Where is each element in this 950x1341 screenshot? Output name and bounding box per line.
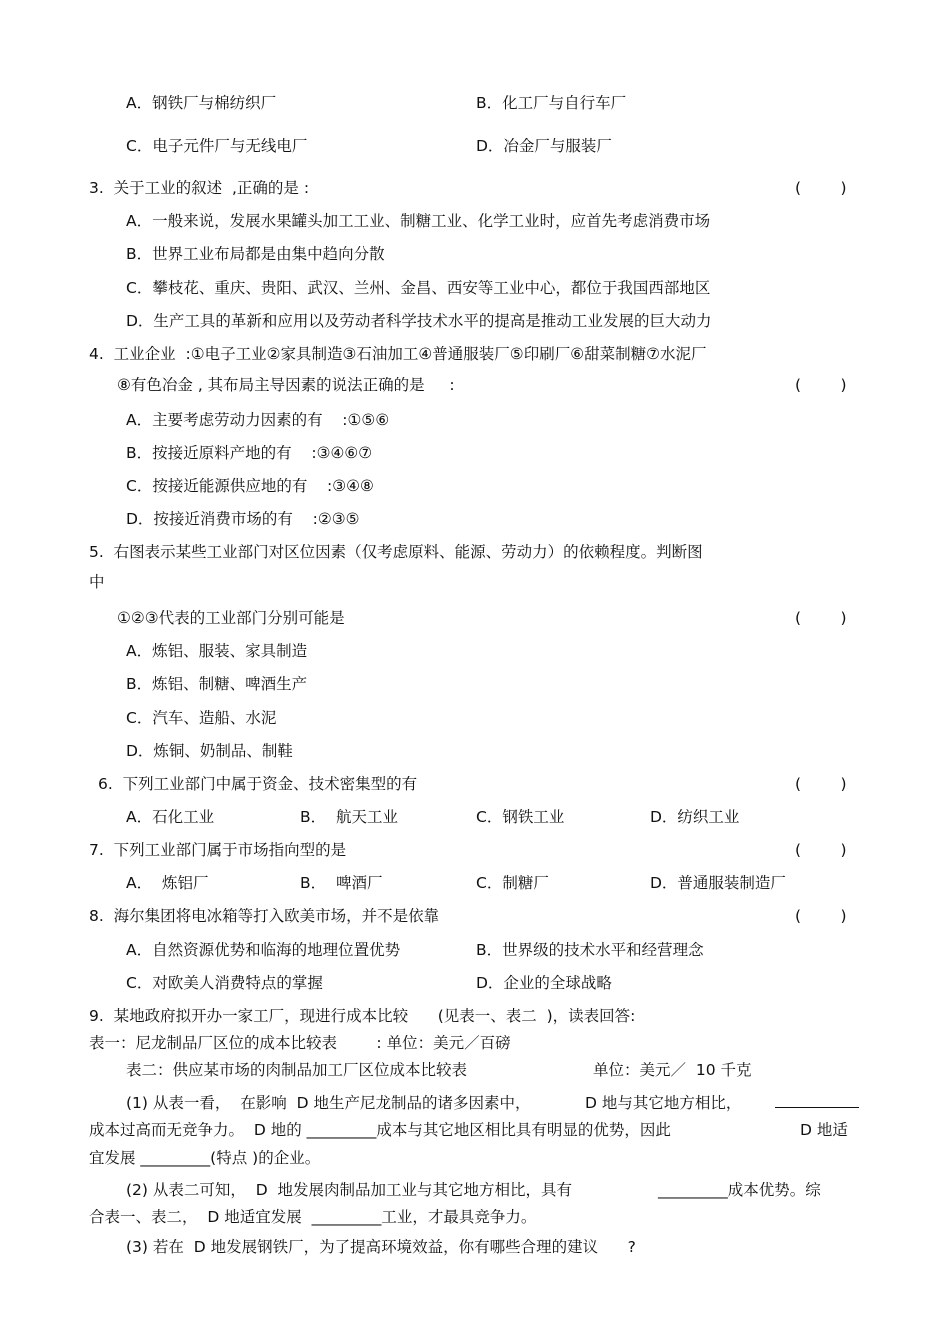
q4-answer-paren: ( ) xyxy=(795,376,847,394)
q4-option-b: B．按接近原料产地的有 :③④⑥⑦ xyxy=(126,444,373,462)
q4-option-c: C．按接近能源供应地的有 :③④⑧ xyxy=(126,477,374,495)
q2-option-d: D．冶金厂与服装厂 xyxy=(476,137,612,155)
q9-part1-line2a: 成本过高而无竞争力。 D 地的 _________成本与其它地区相比具有明显的优势，因此 xyxy=(89,1121,671,1139)
q9-part1-line1b: D 地与其它地方相比， xyxy=(585,1094,742,1112)
q5-option-c: C．汽车、造船、水泥 xyxy=(126,709,277,727)
q6-answer-paren: ( ) xyxy=(795,775,847,793)
q7-answer-paren: ( ) xyxy=(795,841,847,859)
q6-option-a: A．石化工业 xyxy=(126,808,215,826)
q7-option-d: D．普通服装制造厂 xyxy=(650,874,786,892)
q4-option-d: D．按接近消费市场的有 :②③⑤ xyxy=(126,510,360,528)
q5-answer-paren: ( ) xyxy=(795,609,847,627)
q9-table2-unit: 单位：美元／ 10 千克 xyxy=(593,1061,752,1079)
q5-option-a: A．炼铝、服装、家具制造 xyxy=(126,642,308,660)
q6-option-d: D．纺织工业 xyxy=(650,808,740,826)
q9-part2-line1b: _________成本优势。综 xyxy=(658,1181,821,1199)
q7-option-a: A． 炼铝厂 xyxy=(126,874,209,892)
q9-stem: 9. 某地政府拟开办一家工厂，现进行成本比较 (见表一、表二 )，读表回答: xyxy=(89,1007,636,1025)
q5-option-b: B．炼铝、制糖、啤酒生产 xyxy=(126,675,308,693)
q6-option-c: C．钢铁工业 xyxy=(476,808,565,826)
q3-answer-paren: ( ) xyxy=(795,179,847,197)
q5-stem-line2: ①②③代表的工业部门分别可能是 xyxy=(117,609,345,627)
q9-table1-caption: 表一：尼龙制品厂区位的成本比较表 : 单位：美元／百磅 xyxy=(89,1034,511,1052)
q4-stem-line1: 4. 工业企业 :①电子工业②家具制造③石油加工④普通服装厂⑤印刷厂⑥甜菜制糖⑦水泥厂 xyxy=(89,345,707,363)
q8-option-d: D．企业的全球战略 xyxy=(476,974,612,992)
q3-option-d: D．生产工具的革新和应用以及劳动者科学技术水平的提高是推动工业发展的巨大动力 xyxy=(126,312,712,330)
q9-table2-caption: 表二：供应某市场的肉制品加工厂区位成本比较表 xyxy=(126,1061,468,1079)
q3-option-b: B．世界工业布局都是由集中趋向分散 xyxy=(126,245,385,263)
q8-option-a: A．自然资源优势和临海的地理位置优势 xyxy=(126,941,401,959)
q4-stem-line2: ⑧有色冶金 , 其布局主导因素的说法正确的是 : xyxy=(117,376,455,394)
q5-option-d: D．炼铜、奶制品、制鞋 xyxy=(126,742,293,760)
q9-part1-line1a: (1) 从表一看， 在影响 D 地生产尼龙制品的诸多因素中， xyxy=(126,1094,531,1112)
q9-part1-line2b: D 地适 xyxy=(800,1121,848,1139)
q2-option-c: C．电子元件厂与无线电厂 xyxy=(126,137,308,155)
q2-option-b: B．化工厂与自行车厂 xyxy=(476,94,627,112)
q9-part1-line3: 宜发展 _________(特点 )的企业。 xyxy=(89,1149,321,1167)
q9-part2-line1a: (2) 从表二可知， D 地发展肉制品加工业与其它地方相比，具有 xyxy=(126,1181,573,1199)
q5-stem-line1b: 中 xyxy=(89,573,105,591)
q9-part2-line2: 合表一、表二， D 地适宜发展 _________工业，才最具竞争力。 xyxy=(89,1208,537,1226)
q5-stem-line1: 5. 右图表示某些工业部门对区位因素（仅考虑原料、能源、劳动力）的依赖程度。判断图 xyxy=(89,543,703,561)
q8-option-c: C．对欧美人消费特点的掌握 xyxy=(126,974,323,992)
q3-option-a: A．一般来说，发展水果罐头加工工业、制糖工业、化学工业时，应首先考虑消费市场 xyxy=(126,212,711,230)
q7-option-c: C．制糖厂 xyxy=(476,874,549,892)
q7-stem: 7. 下列工业部门属于市场指向型的是 xyxy=(89,841,347,859)
q9-part3: (3) 若在 D 地发展钢铁厂，为了提高环境效益，你有哪些合理的建议 ? xyxy=(126,1238,636,1256)
q3-stem: 3. 关于工业的叙述 ,正确的是 : xyxy=(89,179,310,197)
q8-option-b: B．世界级的技术水平和经营理念 xyxy=(476,941,704,959)
q9-part1-blank1[interactable] xyxy=(775,1097,859,1108)
q8-answer-paren: ( ) xyxy=(795,907,847,925)
q2-option-a: A．钢铁厂与棉纺织厂 xyxy=(126,94,277,112)
q6-stem: 6. 下列工业部门中属于资金、技术密集型的有 xyxy=(98,775,418,793)
q8-stem: 8. 海尔集团将电冰箱等打入欧美市场，并不是依靠 xyxy=(89,907,440,925)
q6-option-b: B． 航天工业 xyxy=(300,808,398,826)
q4-option-a: A．主要考虑劳动力因素的有 :①⑤⑥ xyxy=(126,411,390,429)
q3-option-c: C．攀枝花、重庆、贵阳、武汉、兰州、金昌、西安等工业中心，都位于我国西部地区 xyxy=(126,279,711,297)
q7-option-b: B． 啤酒厂 xyxy=(300,874,383,892)
